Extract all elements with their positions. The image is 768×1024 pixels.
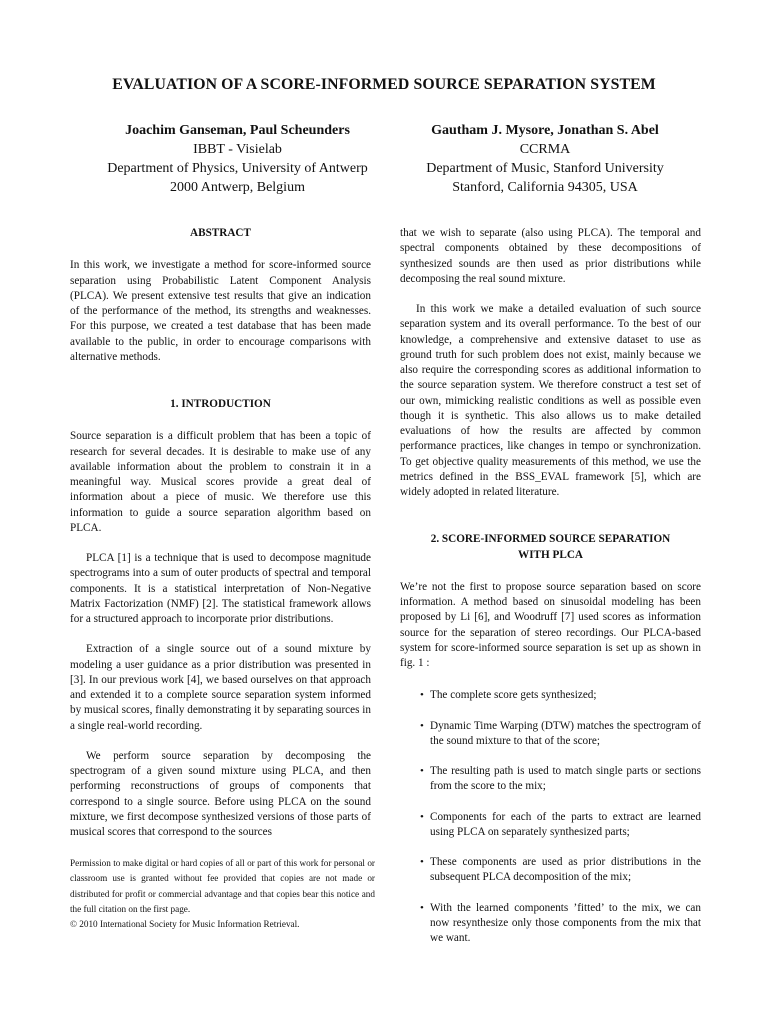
section-heading-line: 2. SCORE-INFORMED SOURCE SEPARATION: [430, 533, 671, 546]
author-affiliation: Department of Music, Stanford University: [426, 161, 664, 176]
section-heading: [400, 532, 701, 563]
list-item: [400, 901, 701, 947]
list-item: [400, 810, 701, 841]
left-column: [70, 226, 371, 840]
author-affiliation: IBBT - Visielab: [193, 142, 282, 157]
list-item-text: Components for each of the parts to extract are learned using PLCA on separately synthesized parts;: [430, 810, 701, 838]
list-item-text: These components are used as prior distributions in the subsequent PLCA decomposition of the mix;: [430, 856, 701, 884]
paper-title: EVALUATION OF A SCORE-INFORMED SOURCE SEPARATION SYSTEM: [112, 76, 656, 93]
bullet-icon: •: [420, 901, 424, 914]
bullet-icon: •: [420, 810, 424, 823]
bullet-icon: •: [420, 856, 424, 868]
list-item-text: Dynamic Time Warping (DTW) matches the spectrogram of the sound mixture to that of the score;: [430, 719, 701, 747]
section-heading: 1. INTRODUCTION: [170, 398, 271, 410]
author-address: Stanford, California 94305, USA: [452, 180, 638, 195]
paragraph: In this work we make a detailed evaluation of such source separation system and its overall performance. To the best of our knowledge, a comprehensive and extensive dataset to use as ground truth for such problem does not exist, mainly because we also require the corresponding scores as additional information to the source separation system. We therefore construct a test set of our own, mimicking realistic conditions as well as possible even though it is synthetic. This also allows us to make detailed evaluations of how the results are affected by common performance practices, like changes in tempo or synchronization. To get objective quality measurements of this method, we use the metrics defined in the BSS_EVAL framework [5], which are widely adopted in related literature.: [400, 303, 701, 498]
bullet-icon: •: [420, 689, 424, 702]
author-block-right: [400, 121, 690, 197]
list-item: [400, 855, 701, 886]
abstract-heading: ABSTRACT: [190, 227, 251, 239]
paragraph: We perform source separation by decomposing the spectrogram of a given sound mixture using PLCA, and then performing reconstructions of groups of components that correspond to a single source. Before using PLCA on the sound mixture, we first decompose synthesized versions of those parts of musical scores that correspond to the sources: [70, 749, 371, 838]
bullet-icon: •: [420, 719, 424, 732]
author-names: Gautham J. Mysore, Jonathan S. Abel: [431, 123, 659, 138]
author-names: Joachim Ganseman, Paul Scheunders: [125, 123, 350, 138]
right-column: [400, 226, 701, 961]
list-item: [400, 688, 701, 703]
list-item-text: The resulting path is used to match single parts or sections from the score to the mix;: [430, 765, 701, 793]
author-affiliation: CCRMA: [519, 142, 571, 157]
bullet-list: [400, 688, 701, 946]
author-affiliation: Department of Physics, University of Antwerp: [107, 161, 368, 176]
abstract-text: In this work, we investigate a method for score-informed source separation using Probabilistic Latent Component Analysis (PLCA). We present extensive test results that give an indication of the performance of the method, its strengths and weaknesses. For this purpose, we created a test database that has been made available to the public, in order to encourage comparisons with alternative methods.: [70, 259, 371, 363]
paragraph: PLCA [1] is a technique that is used to decompose magnitude spectrograms into a sum of outer products of spectral and temporal components. It is a statistical interpretation of Non-Negative Matrix Factorization (NMF) [2]. The statistical framework allows for a structured approach to incorporate prior distributions.: [70, 552, 371, 625]
author-block-left: [80, 121, 395, 197]
list-item: [400, 719, 701, 750]
copyright-line: © 2010 International Society for Music Information Retrieval.: [70, 919, 300, 930]
copyright-footnote: [70, 856, 375, 932]
bullet-icon: •: [420, 765, 424, 777]
list-item: [400, 764, 701, 795]
author-address: 2000 Antwerp, Belgium: [170, 180, 305, 195]
permission-notice: Permission to make digital or hard copies of all or part of this work for personal or classroom use is granted without fee provided that copies are not made or distributed for profit or commercial advantage and that copies bear this notice and the full citation on the first page.: [70, 858, 375, 914]
paragraph: that we wish to separate (also using PLCA). The temporal and spectral components obtained by these decompositions of synthesized sounds are then used as prior distributions while decomposing the real sound mixture.: [400, 227, 701, 285]
list-item-text: The complete score gets synthesized;: [430, 689, 597, 702]
paragraph: We’re not the first to propose source separation based on score information. A method based on sinusoidal modeling has been proposed by Li [6], and Woodruff [7] used scores as information source for the separation of stereo recordings. Our PLCA-based system for score-informed source separation is set up as shown in fig. 1 :: [400, 580, 701, 669]
paragraph: Source separation is a difficult problem that has been a topic of research for several decades. It is desirable to make use of any available information about the problem to constrain it in a meaningful way. Musical scores provide a great deal of information about a piece of music. We therefore use this information to guide a source separation algorithm based on PLCA.: [70, 430, 371, 534]
list-item-text: With the learned components ’fitted’ to the mix, we can now resynthesize only those components from the mix that we want.: [430, 901, 701, 944]
section-heading-line: WITH PLCA: [518, 548, 583, 561]
paragraph: Extraction of a single source out of a sound mixture by modeling a user guidance as a prior distribution was presented in [3]. In our previous work [4], we based ourselves on that approach and extended it to a complete source separation system informed by musical scores, finally demonstrating it by separating sources in a single real-world recording.: [70, 643, 371, 732]
